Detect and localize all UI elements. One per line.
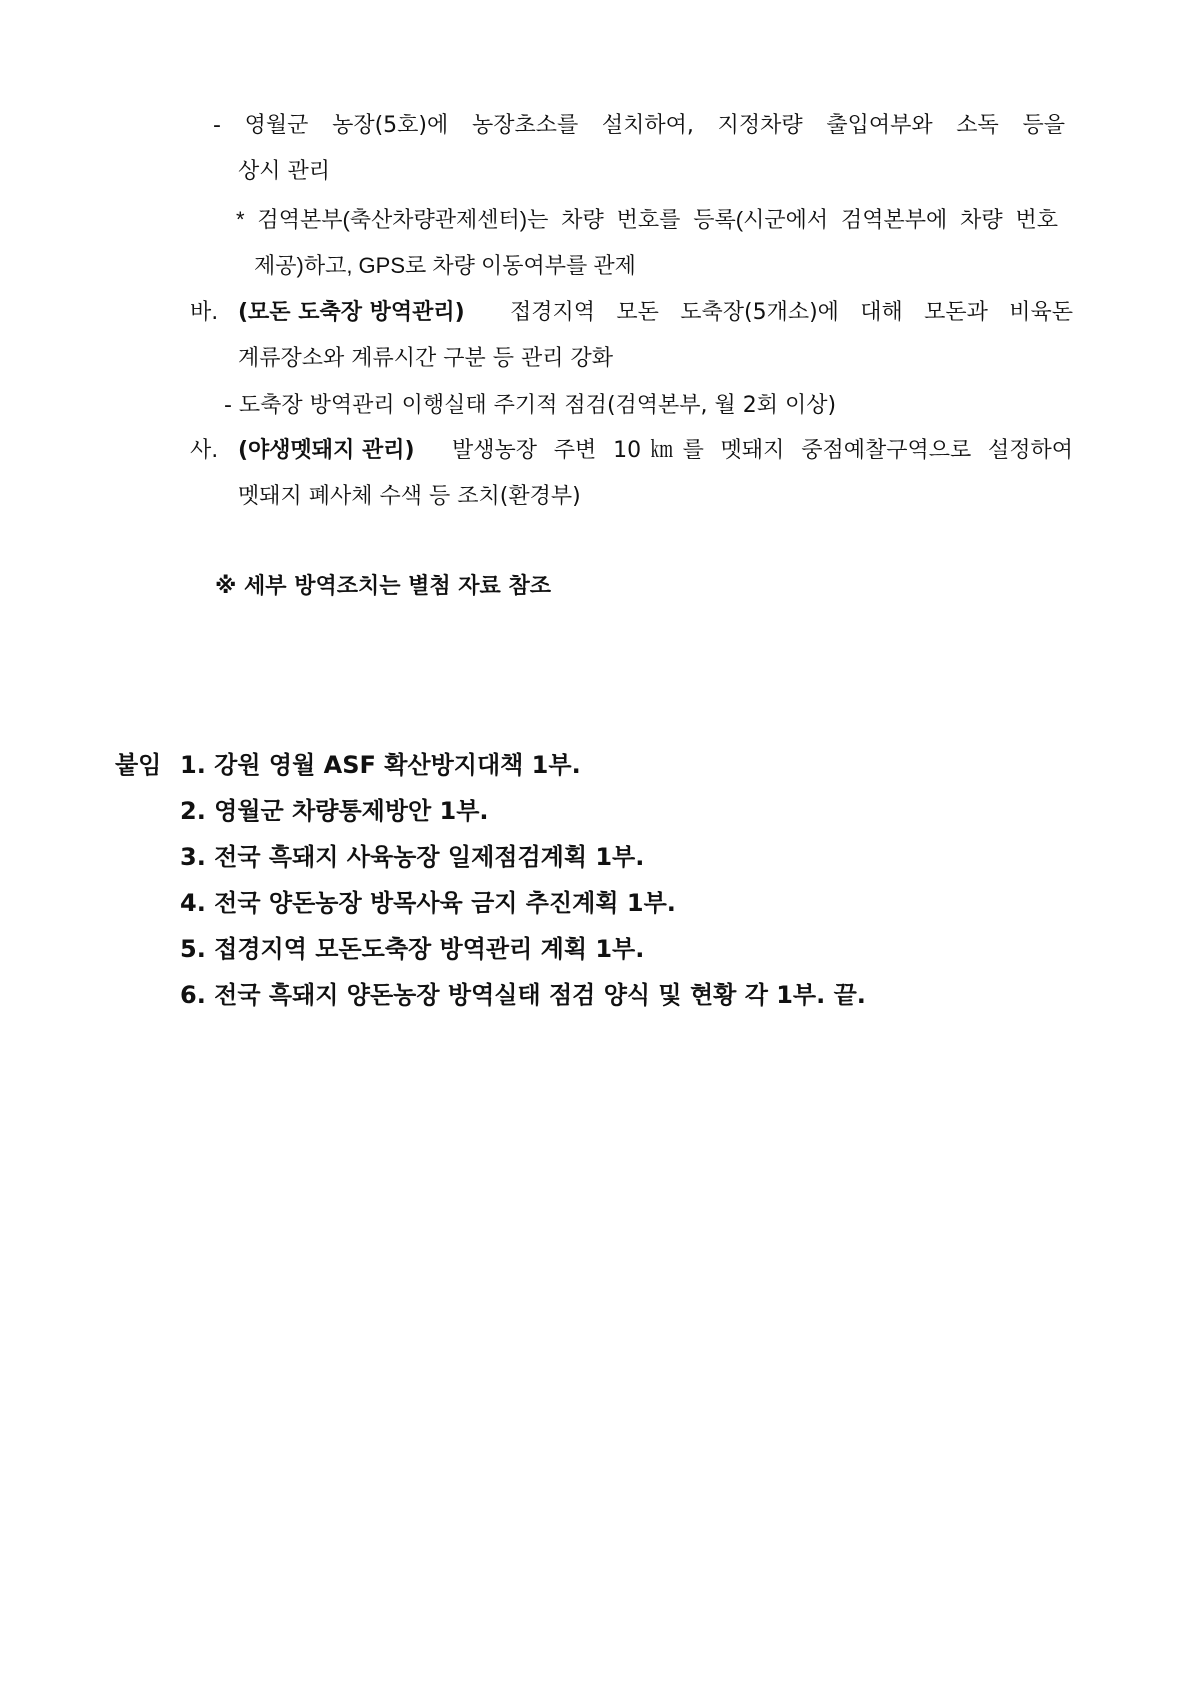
dash-item-farm-checkpoint-cont: 상시 관리: [238, 159, 331, 184]
item-ba-text: 접경지역 모돈 도축장(5개소)에 대해 모돈과 비육돈: [510, 300, 1073, 325]
item-sa-text-cont: 멧돼지 폐사체 수색 등 조치(환경부): [238, 484, 581, 509]
item-sa-text: 발생농장 주변 10㎞를 멧돼지 중점예찰구역으로 설정하여: [452, 438, 1073, 463]
item-sa-title: (야생멧돼지 관리): [238, 438, 415, 463]
attachment-item-1: 1. 강원 영월 ASF 확산방지대책 1부.: [180, 751, 581, 779]
attachments-label: 붙임: [115, 751, 162, 779]
attachment-item-2: 2. 영월군 차량통제방안 1부.: [180, 797, 489, 825]
item-ba-marker: 바.: [190, 300, 219, 325]
attachment-item-4: 4. 전국 양돈농장 방목사육 금지 추진계획 1부.: [180, 889, 676, 917]
item-ba-text-cont: 계류장소와 계류시간 구분 등 관리 강화: [238, 346, 613, 371]
item-sa-marker: 사.: [190, 438, 219, 463]
attachment-item-3: 3. 전국 흑돼지 사육농장 일제점검계획 1부.: [180, 843, 645, 871]
item-ba-title: (모돈 도축장 방역관리): [238, 300, 465, 325]
reference-note: ※ 세부 방역조치는 별첨 자료 참조: [215, 574, 551, 599]
dash-item-inspection: - 도축장 방역관리 이행실태 주기적 점검(검역본부, 월 2회 이상): [224, 393, 837, 418]
attachment-item-6: 6. 전국 흑돼지 양돈농장 방역실태 점검 양식 및 현황 각 1부. 끝.: [180, 981, 866, 1009]
footnote-vehicle-control: * 검역본부(축산차량관제센터)는 차량 번호를 등록(시군에서 검역본부에 차량 번호: [236, 207, 1058, 232]
attachment-item-5: 5. 접경지역 모돈도축장 방역관리 계획 1부.: [180, 935, 645, 963]
footnote-vehicle-control-cont: 제공)하고, GPS로 차량 이동여부를 관제: [254, 253, 636, 278]
dash-item-farm-checkpoint: - 영월군 농장(5호)에 농장초소를 설치하여, 지정차량 출입여부와 소독 등을: [213, 113, 1065, 138]
